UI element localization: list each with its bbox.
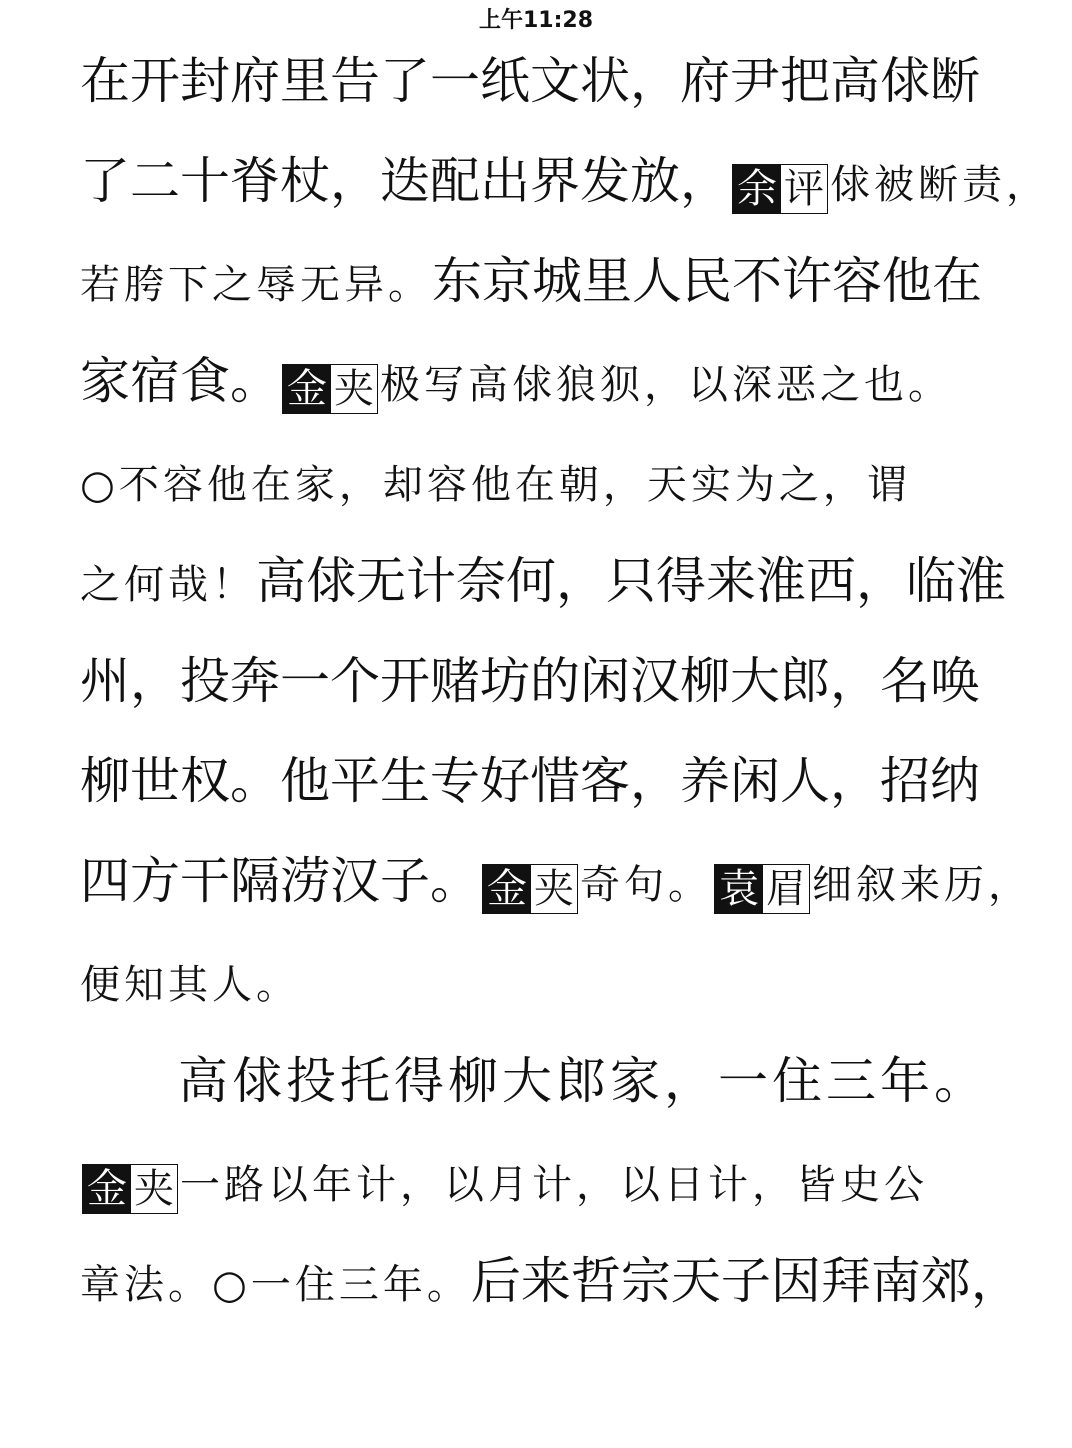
commentary-text: 俅被断责， — [830, 162, 1050, 208]
body-text: 家宿食。 — [80, 352, 280, 410]
annotation-tag-source: 金 — [283, 365, 331, 413]
annotation-tag-type: 评 — [781, 165, 827, 213]
text-line — [80, 1151, 1020, 1251]
text-line — [80, 51, 1020, 151]
annotation-tag-type: 夹 — [531, 865, 577, 913]
body-text: 在开封府里告了一纸文状，府尹把高俅断 — [80, 52, 980, 110]
commentary-text: 细叙来历， — [812, 862, 1032, 908]
body-text: 东京城里人民不许容他在 — [432, 252, 982, 310]
text-line — [80, 1051, 1020, 1151]
text-line — [80, 451, 1020, 551]
annotation-tag-source: 金 — [483, 865, 531, 913]
text-line — [80, 951, 1020, 1051]
annotation-tag-type: 眉 — [763, 865, 809, 913]
body-text: 了二十脊杖，迭配出界发放， — [80, 152, 730, 210]
annotation-tag-type: 夹 — [331, 365, 377, 413]
body-text: 后来哲宗天子因拜南郊， — [470, 1252, 1021, 1310]
annotation-tag — [732, 164, 828, 214]
annotation-tag — [282, 364, 378, 414]
body-text: 四方干隔涝汉子。 — [80, 852, 480, 910]
annotation-tag — [82, 1164, 178, 1214]
text-line — [80, 751, 1020, 851]
body-text: 柳世权。他平生专好惜客，养闲人，招纳 — [80, 752, 980, 810]
text-line — [80, 351, 1020, 451]
commentary-text: 若胯下之辱无异。 — [80, 262, 432, 308]
body-text: 州，投奔一个开赌坊的闲汉柳大郎，名唤 — [80, 652, 980, 710]
text-line — [80, 551, 1020, 651]
text-line — [80, 251, 1020, 351]
commentary-text: 奇句。 — [580, 862, 712, 908]
annotation-tag-type: 夹 — [131, 1165, 177, 1213]
annotation-tag — [482, 864, 578, 914]
body-text: 高俅无计奈何，只得来淮西，临淮 — [256, 552, 1006, 610]
annotation-tag-source: 金 — [83, 1165, 131, 1213]
annotation-tag — [714, 864, 810, 914]
commentary-text: 之何哉！ — [80, 562, 256, 608]
text-line — [80, 151, 1050, 251]
reader-page — [80, 51, 1050, 1351]
annotation-tag-source: 余 — [733, 165, 781, 213]
annotation-tag-source: 袁 — [715, 865, 763, 913]
text-line — [80, 651, 1020, 751]
commentary-text: 便知其人。 — [80, 962, 300, 1008]
commentary-text: 极写高俅狼狈，以深恶之也。 — [380, 362, 952, 408]
text-line — [80, 1251, 1020, 1351]
commentary-text: 一路以年计，以月计，以日计，皆史公 — [180, 1162, 928, 1208]
body-text: 高俅投托得柳大郎家，一住三年。 — [178, 1052, 988, 1110]
commentary-text: 章法。○一住三年。 — [80, 1262, 471, 1308]
text-line — [80, 851, 1032, 951]
commentary-text: ○不容他在家，却容他在朝，天实为之，谓 — [80, 462, 911, 508]
status-bar-time: 上午11:28 — [478, 8, 594, 33]
